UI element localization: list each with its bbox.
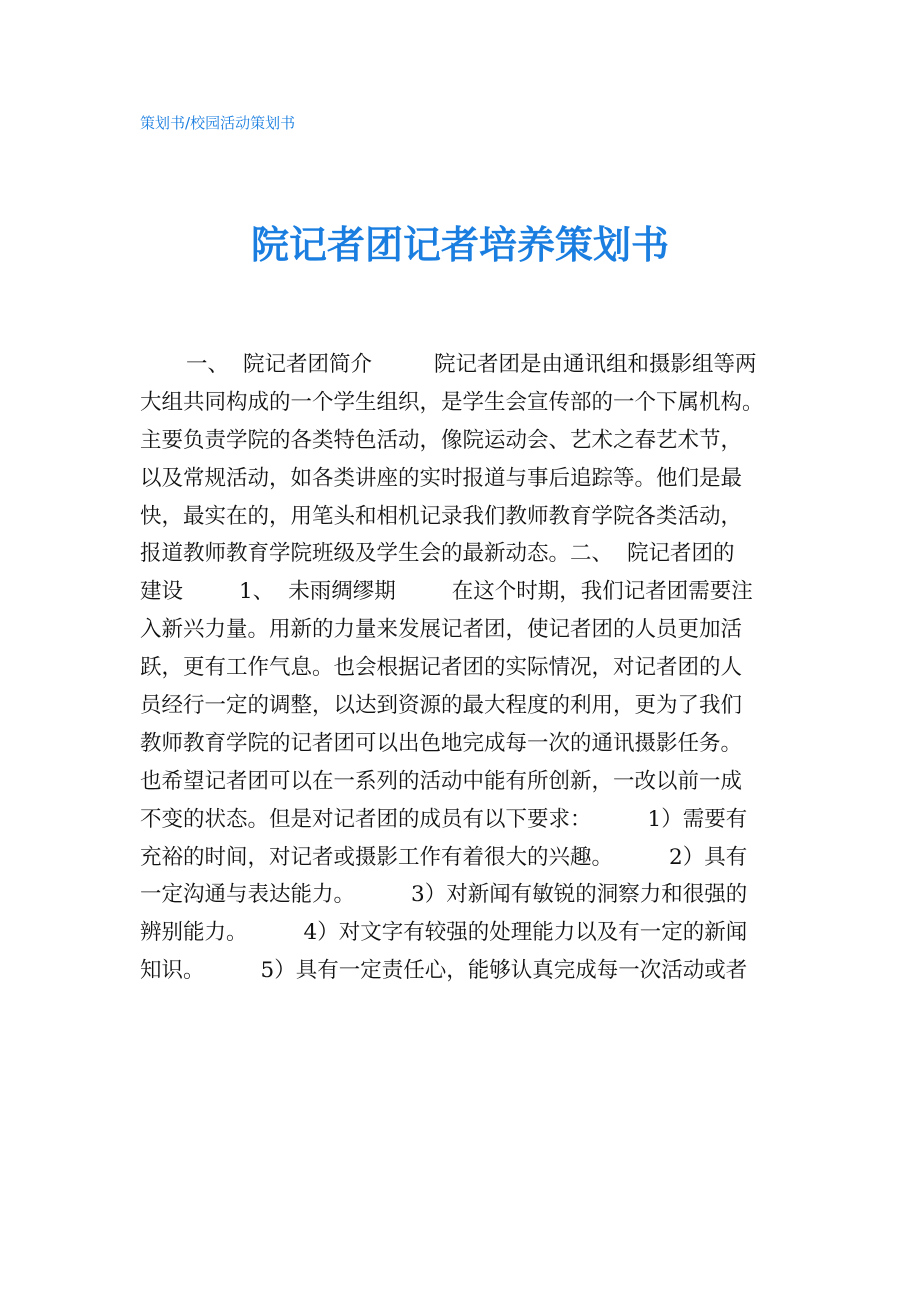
body-line: 一、 院记者团简介 院记者团是由通讯组和摄影组等两 [186, 352, 757, 377]
body-line: 大组共同构成的一个学生组织，是学生会宣传部的一个下属机构。 [140, 389, 764, 415]
page-title: 院记者团记者培养策划书 [250, 223, 669, 267]
body-line: 教师教育学院的记者团可以出色地完成每一次的通讯摄影任务。 [140, 730, 743, 756]
body-line: 主要负责学院的各类特色活动，像院运动会、艺术之春艺术节， [140, 427, 743, 453]
body-line: 也希望记者团可以在一系列的活动中能有所创新，一改以前一成 [140, 768, 743, 794]
body-line: 建设 1、 未雨绸缪期 在这个时期，我们记者团需要注 [140, 579, 753, 605]
breadcrumb-separator: / [185, 114, 191, 132]
body-line: 快，最实在的，用笔头和相机记录我们教师教育学院各类活动， [140, 503, 743, 529]
breadcrumb [140, 113, 295, 133]
body-line: 不变的状态。但是对记者团的成员有以下要求： 1）需要有 [140, 806, 748, 832]
body-line: 以及常规活动，如各类讲座的实时报道与事后追踪等。他们是最 [140, 465, 743, 491]
body-line: 辨别能力。 4）对文字有较强的处理能力以及有一定的新闻 [140, 920, 748, 946]
body-line: 知识。 5）具有一定责任心，能够认真完成每一次活动或者 [140, 958, 748, 984]
breadcrumb-link-campus-activity-plans[interactable]: 校园活动策划书 [190, 114, 296, 132]
body-line: 一定沟通与表达能力。 3）对新闻有敏锐的洞察力和很强的 [140, 882, 748, 908]
document-body [140, 346, 800, 990]
body-line: 入新兴力量。用新的力量来发展记者团，使记者团的人员更加活 [140, 617, 743, 643]
body-line: 员经行一定的调整，以达到资源的最大程度的利用，更为了我们 [140, 693, 743, 719]
body-line: 报道教师教育学院班级及学生会的最新动态。二、 院记者团的 [140, 541, 735, 567]
body-line: 充裕的时间，对记者或摄影工作有着很大的兴趣。 2）具有 [140, 844, 748, 870]
breadcrumb-link-plan-books[interactable]: 策划书 [140, 114, 186, 132]
body-line: 跃，更有工作气息。也会根据记者团的实际情况，对记者团的人 [140, 655, 743, 681]
